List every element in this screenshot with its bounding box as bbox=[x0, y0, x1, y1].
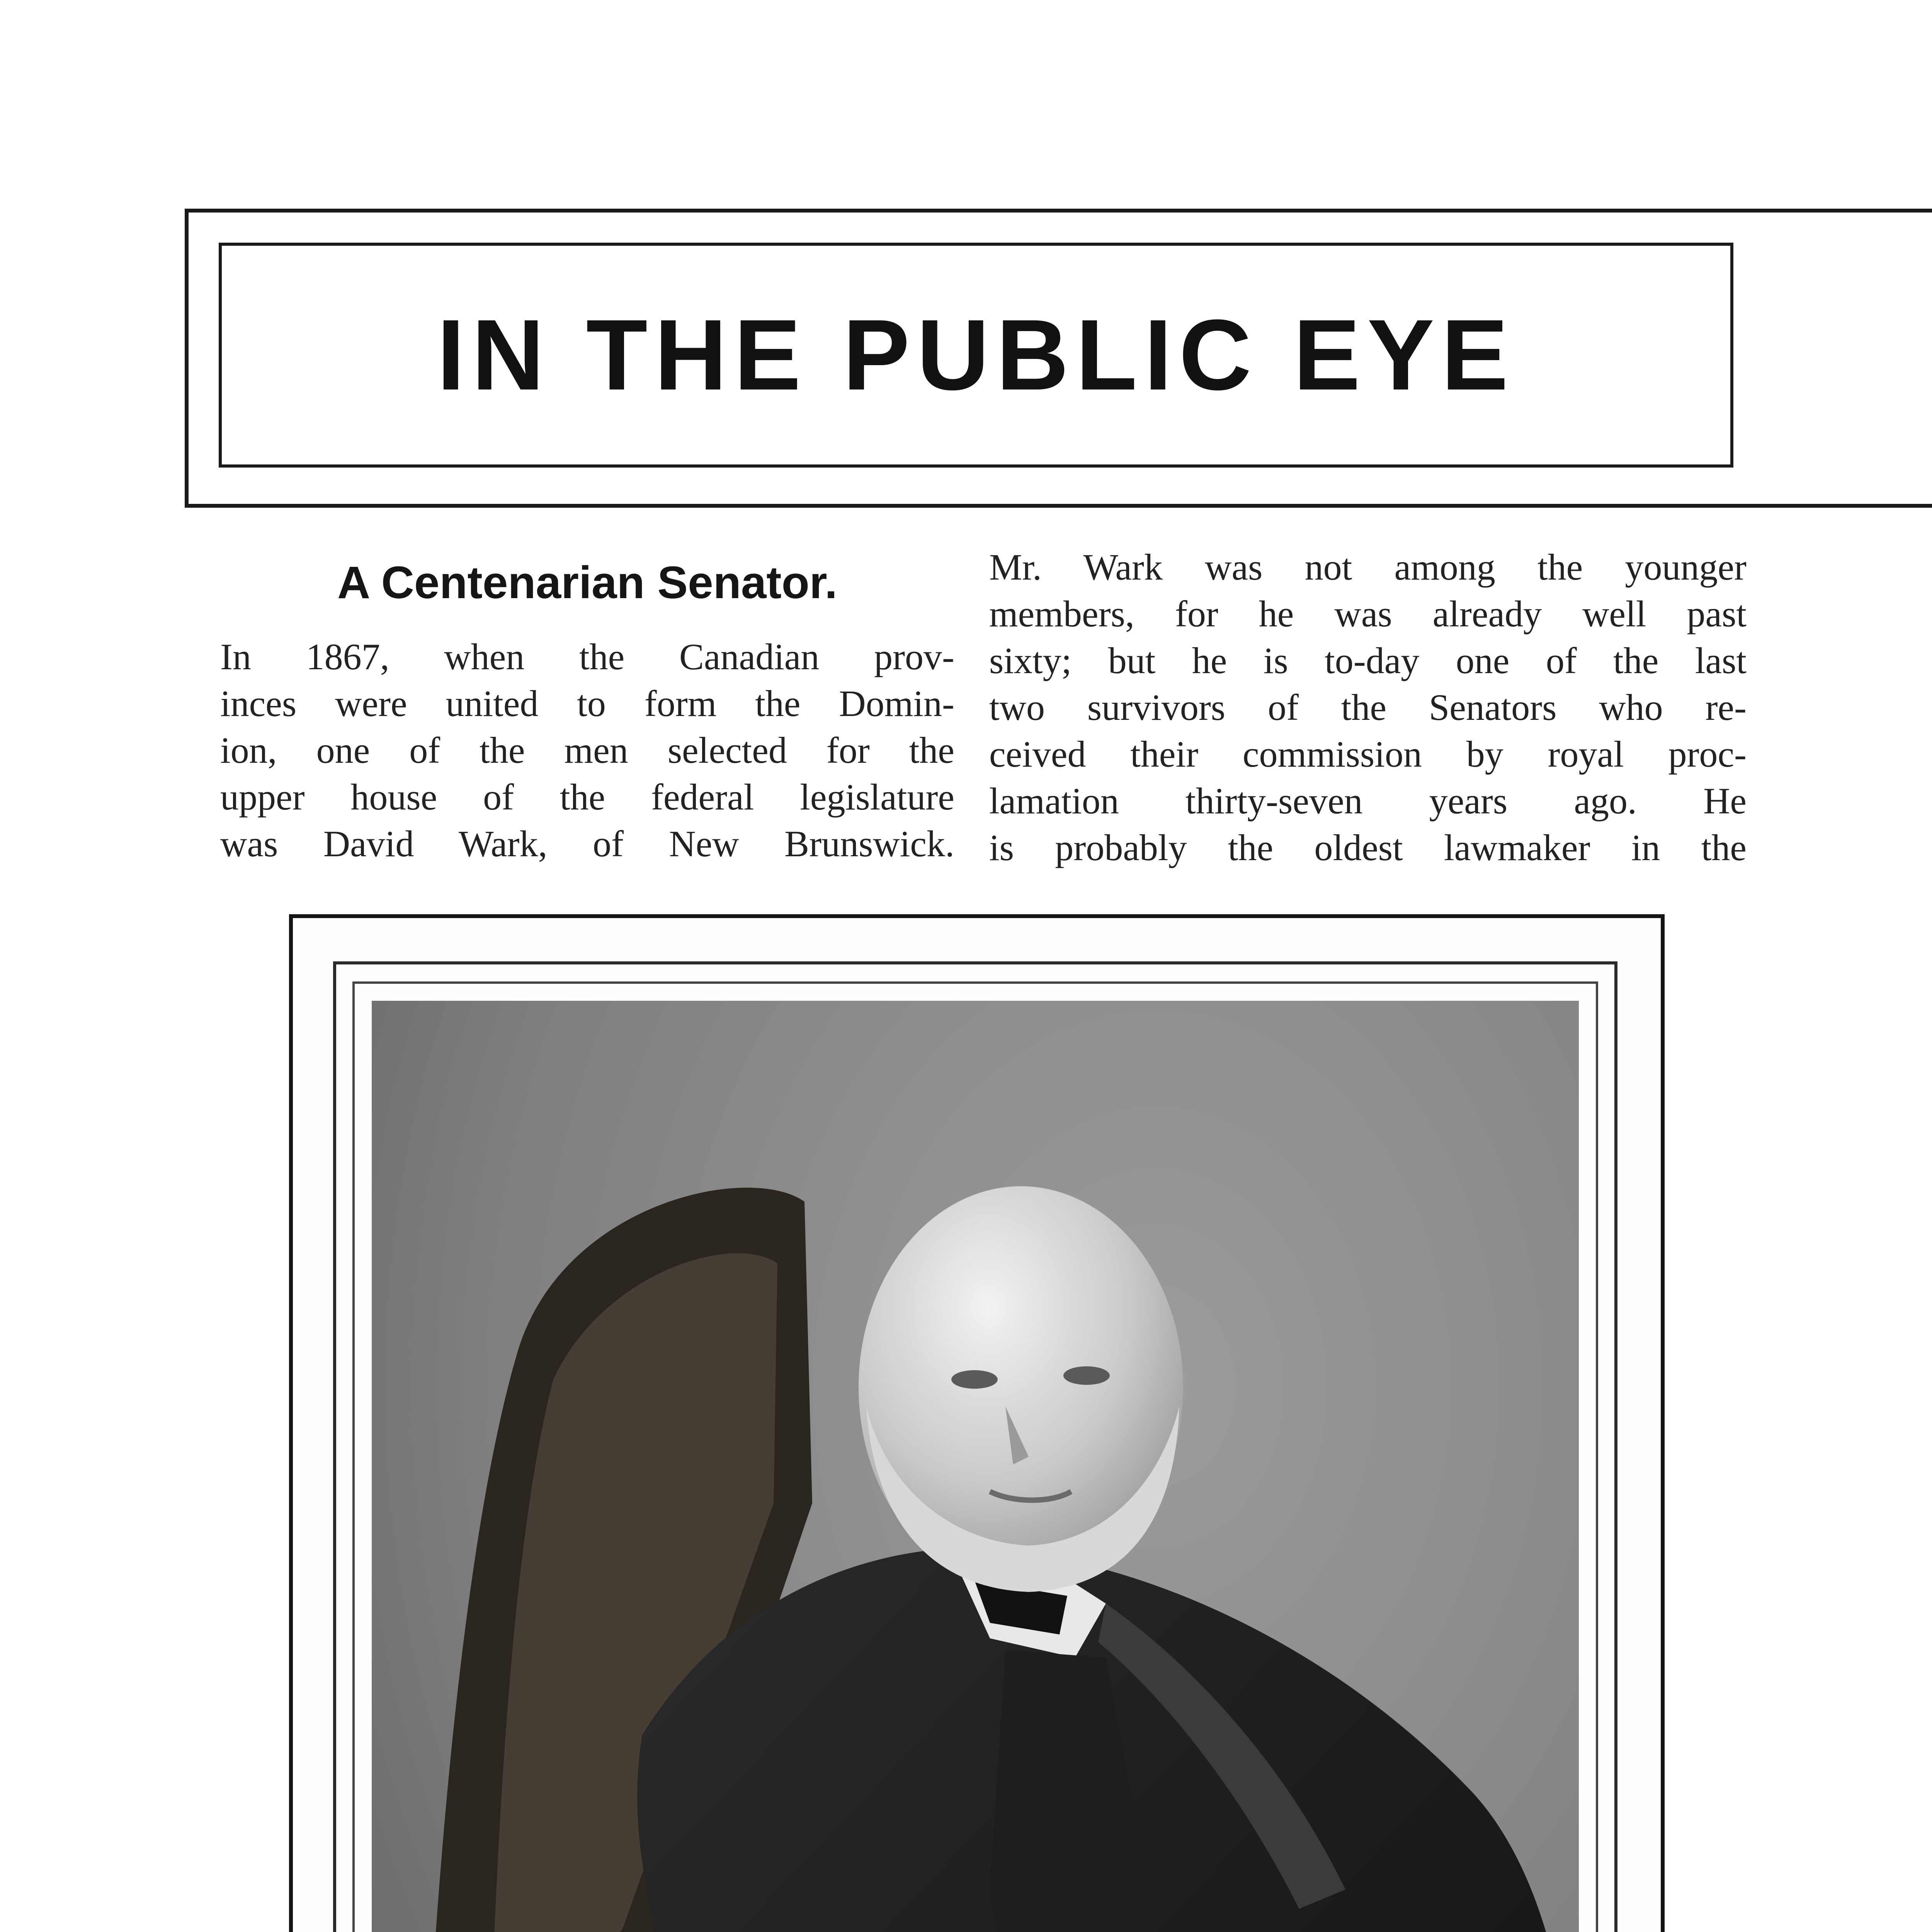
text-line: is probably the oldest lawmaker in the bbox=[989, 827, 1747, 868]
article-heading: A Centenarian Senator. bbox=[337, 557, 837, 608]
text-line: ceived their commission by royal proc- bbox=[989, 733, 1747, 775]
text-line: ion, one of the men selected for the bbox=[220, 729, 954, 771]
text-line: was David Wark, of New Brunswick. bbox=[220, 823, 954, 864]
text-line: two survivors of the Senators who re- bbox=[989, 686, 1747, 728]
article-left-column bbox=[220, 634, 954, 867]
text-line: Mr. Wark was not among the younger bbox=[989, 546, 1747, 588]
text-line: inces were united to form the Domin- bbox=[220, 682, 954, 724]
article-right-column bbox=[989, 544, 1747, 871]
text-line: members, for he was already well past bbox=[989, 593, 1747, 634]
page-title: IN THE PUBLIC EYE bbox=[437, 299, 1515, 411]
text-line: sixty; but he is to-day one of the last bbox=[989, 639, 1747, 681]
text-line: upper house of the federal legislature bbox=[220, 776, 954, 818]
banner-inner-frame bbox=[219, 243, 1733, 468]
text-line: lamation thirty-seven years ago. He bbox=[989, 780, 1747, 821]
text-line: In 1867, when the Canadian prov- bbox=[220, 636, 954, 677]
portrait-photo bbox=[372, 1001, 1579, 1932]
